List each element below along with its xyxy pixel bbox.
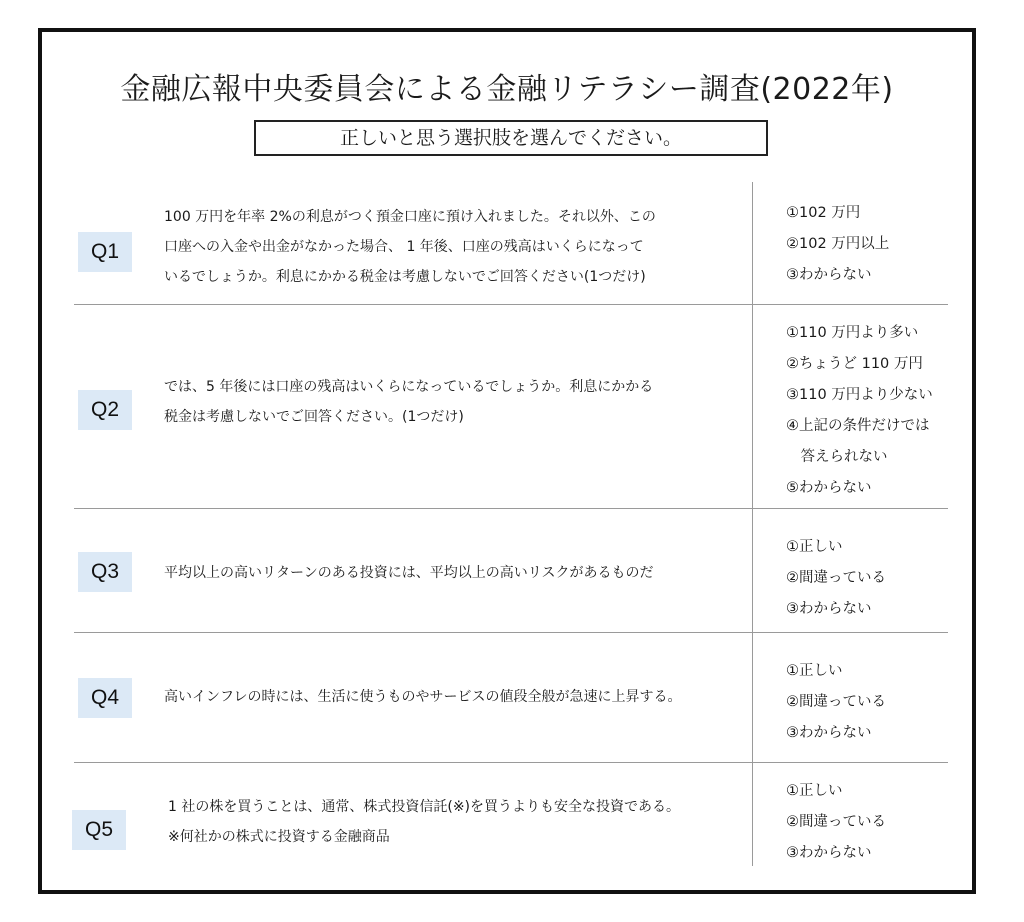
answer-option[interactable]: ②102 万円以上 (786, 236, 890, 252)
answer-option[interactable]: ②ちょうど 110 万円 (786, 356, 923, 372)
answer-option[interactable]: ①110 万円より多い (786, 325, 919, 341)
row-divider (74, 304, 948, 305)
question-line: では、5 年後には口座の残高はいくらになっているでしょうか。利息にかかる (164, 379, 654, 395)
question-line: 1 社の株を買うことは、通常、株式投資信託(※)を買うよりも安全な投資である。 (168, 799, 681, 815)
row-divider (74, 762, 948, 763)
answer-option[interactable]: ③わからない (786, 601, 872, 617)
answer-options (786, 532, 966, 625)
answer-option[interactable]: ③わからない (786, 725, 872, 741)
survey-frame (38, 28, 976, 894)
answer-option[interactable]: ②間違っている (786, 694, 886, 710)
answer-option[interactable]: ①102 万円 (786, 205, 861, 221)
answer-options (786, 318, 966, 504)
question-line: ※何社かの株式に投資する金融商品 (168, 829, 390, 845)
answer-option[interactable]: ⑤わからない (786, 480, 872, 496)
answer-options (786, 198, 966, 291)
question-line: 口座への入金や出金がなかった場合、 1 年後、口座の残高はいくらになって (164, 239, 644, 255)
question-label: Q3 (78, 552, 132, 592)
answer-options (786, 656, 966, 749)
answer-option[interactable]: ②間違っている (786, 814, 886, 830)
row-divider (74, 632, 948, 633)
question-line: 100 万円を年率 2%の利息がつく預金口座に預け入れました。それ以外、この (164, 209, 656, 225)
answer-option[interactable]: ①正しい (786, 783, 843, 799)
question-line: いるでしょうか。利息にかかる税金は考慮しないでご回答ください(1つだけ) (164, 269, 646, 285)
page-title: 金融広報中央委員会による金融リテラシー調査(2022年) (120, 72, 894, 107)
question-line: 平均以上の高いリターンのある投資には、平均以上の高いリスクがあるものだ (164, 565, 654, 581)
answer-options (786, 776, 966, 869)
question-text (164, 682, 739, 712)
question-label: Q4 (78, 678, 132, 718)
answer-option[interactable]: ③わからない (786, 845, 872, 861)
answer-option[interactable]: ③わからない (786, 267, 872, 283)
answer-option[interactable]: ④上記の条件だけでは (786, 418, 930, 434)
question-text (168, 792, 743, 852)
instruction-box: 正しいと思う選択肢を選んでください。 (254, 120, 768, 156)
question-line: 高いインフレの時には、生活に使うものやサービスの値段全般が急速に上昇する。 (164, 689, 682, 705)
answer-option[interactable]: ①正しい (786, 663, 843, 679)
row-divider (74, 508, 948, 509)
question-text (164, 558, 739, 588)
question-label: Q5 (72, 810, 126, 850)
answer-option[interactable]: ②間違っている (786, 570, 886, 586)
column-divider (752, 182, 753, 866)
answer-option[interactable]: ③110 万円より少ない (786, 387, 933, 403)
answer-option-continuation: 答えられない (786, 449, 888, 465)
question-text (164, 202, 739, 292)
question-text (164, 372, 739, 432)
question-label: Q1 (78, 232, 132, 272)
answer-option[interactable]: ①正しい (786, 539, 843, 555)
question-line: 税金は考慮しないでご回答ください。(1つだけ) (164, 409, 464, 425)
question-label: Q2 (78, 390, 132, 430)
